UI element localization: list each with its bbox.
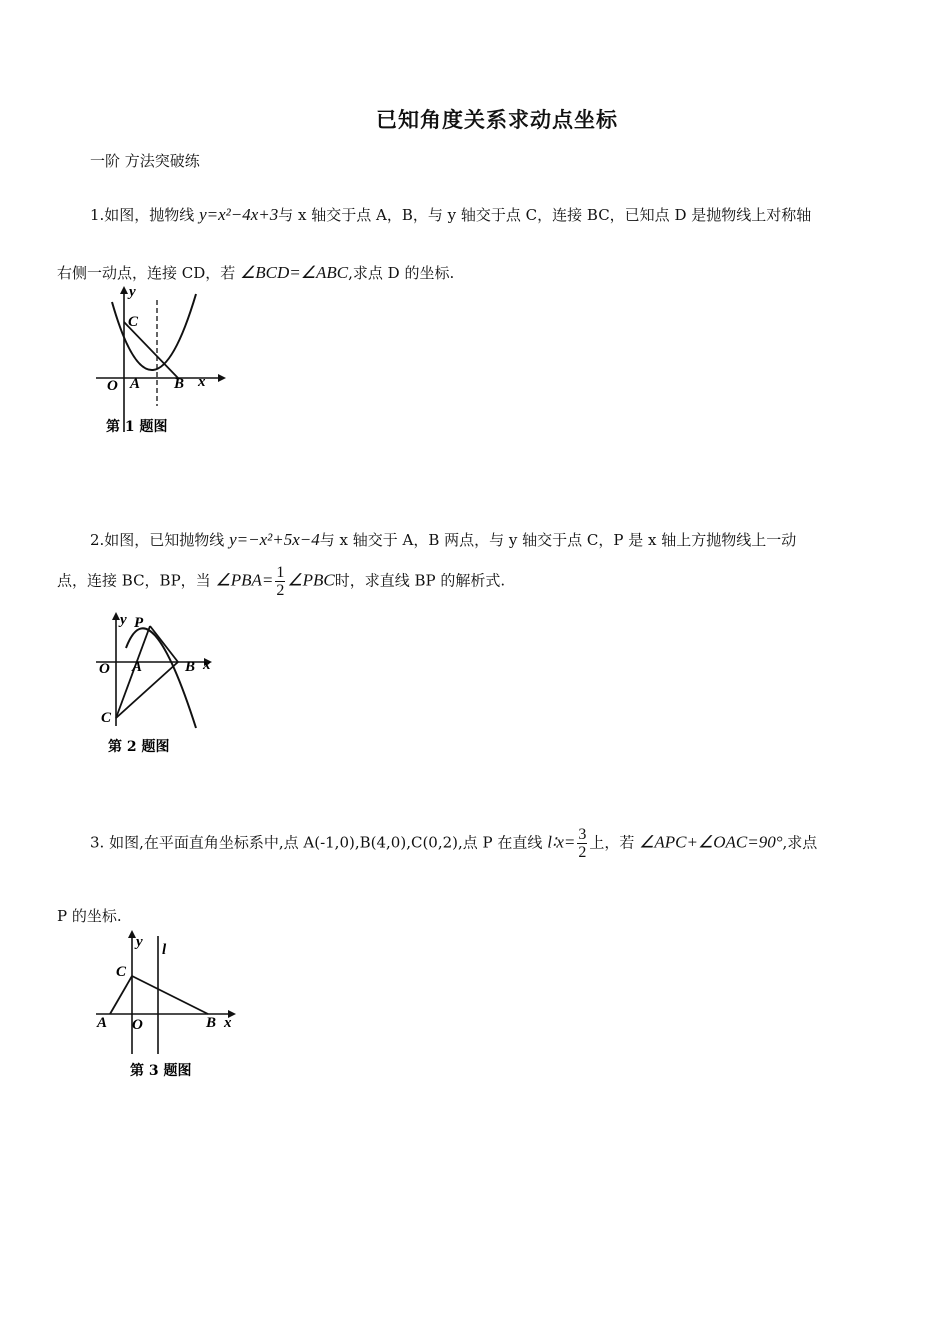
q1-label-o: O <box>107 378 118 394</box>
q3-label-l: l <box>162 942 167 958</box>
q3-label-a: A <box>97 1015 108 1031</box>
q1-figure <box>92 282 232 442</box>
q3-line-1 <box>90 826 817 861</box>
q3-text-1c: ,求点 <box>782 833 818 852</box>
q3-figure-caption: 第 3 题图 <box>130 1063 192 1079</box>
q1-line-1 <box>90 204 811 225</box>
q2-text-2b: 时，求直线 BP 的解析式. <box>334 571 506 590</box>
q2-text-1: 与 x 轴交于 A，B 两点，与 y 轴交于点 C，P 是 x 轴上方抛物线上一动 <box>319 531 797 549</box>
q3-text-2: P 的坐标. <box>57 907 122 925</box>
q3-segment-cb <box>132 976 208 1014</box>
page-title: 已知角度关系求动点坐标 <box>376 108 618 132</box>
q3-label-y: y <box>136 934 143 950</box>
q3-label-x: x <box>224 1015 232 1031</box>
q1-label-b: B <box>174 376 185 392</box>
q2-label-x: x <box>203 657 211 673</box>
q1-text-1: 与 x 轴交于点 A，B，与 y 轴交于点 C，连接 BC，已知点 D 是抛物线上对称轴 <box>278 206 812 224</box>
q3-line-l: l∶x= <box>547 832 576 852</box>
q1-label-a: A <box>130 376 141 392</box>
q2-number: 2.如图，已知抛物线 <box>90 531 225 549</box>
q2-figure <box>92 604 232 764</box>
q2-fraction-denominator: 2 <box>276 582 285 599</box>
q3-y-arrow <box>128 930 136 938</box>
q2-fraction <box>275 564 285 599</box>
q2-fraction-numerator: 1 <box>276 564 285 581</box>
q3-fraction <box>577 826 587 861</box>
q1-line-2 <box>57 262 454 283</box>
q3-figure <box>92 926 242 1086</box>
q2-label-c: C <box>101 710 112 726</box>
q3-fraction-denominator: 2 <box>578 844 587 861</box>
q3-label-c: C <box>116 964 127 980</box>
q3-text-1: 3. 如图,在平面直角坐标系中,点 A(-1,0),B(4,0),C(0,2),点 P 在直线 <box>90 833 543 852</box>
q1-label-c: C <box>128 314 139 330</box>
q2-figure-caption: 第 2 题图 <box>108 739 170 755</box>
q2-segment-bc <box>116 662 178 718</box>
q2-label-o: O <box>99 661 110 677</box>
q1-x-arrow <box>218 374 226 382</box>
q1-text-2a: 右侧一动点，连接 CD，若 <box>57 264 236 282</box>
q1-figure-caption: 第 1 题图 <box>106 419 168 435</box>
q2-line-1 <box>90 529 796 550</box>
q2-line-2 <box>57 564 505 599</box>
q3-angle-condition: ∠APC+∠OAC=90° <box>639 832 783 852</box>
q2-label-y: y <box>120 612 127 628</box>
q3-fraction-numerator: 3 <box>578 826 587 843</box>
q3-label-o: O <box>132 1017 143 1033</box>
q1-label-x: x <box>198 374 206 390</box>
q1-number: 1.如图，抛物线 <box>90 206 195 224</box>
q3-segment-ac <box>110 976 132 1014</box>
q3-line-2 <box>57 905 122 926</box>
q1-text-2b: ,求点 D 的坐标. <box>348 264 455 282</box>
q2-label-a: A <box>132 659 143 675</box>
section-heading: 一阶 方法突破练 <box>90 152 200 170</box>
q2-angle-left: ∠PBA= <box>215 570 274 590</box>
q2-label-p: P <box>134 615 144 631</box>
q1-eq-y: y <box>199 205 207 224</box>
q2-y-arrow <box>112 612 120 620</box>
q2-label-b: B <box>185 659 196 675</box>
q2-equation: y=−x²+5x−4 <box>229 530 320 549</box>
q2-segment-pb <box>150 626 178 662</box>
q3-text-1b: 上，若 <box>589 833 635 852</box>
q1-y-arrow <box>120 286 128 294</box>
q3-label-b: B <box>206 1015 217 1031</box>
q2-text-2a: 点，连接 BC，BP，当 <box>57 571 211 590</box>
q1-angle-condition: ∠BCD=∠ABC <box>240 263 349 282</box>
q1-label-y: y <box>129 284 136 300</box>
q1-equation: =x²−4x+3 <box>206 205 279 224</box>
q2-angle-right: ∠PBC <box>287 570 335 590</box>
